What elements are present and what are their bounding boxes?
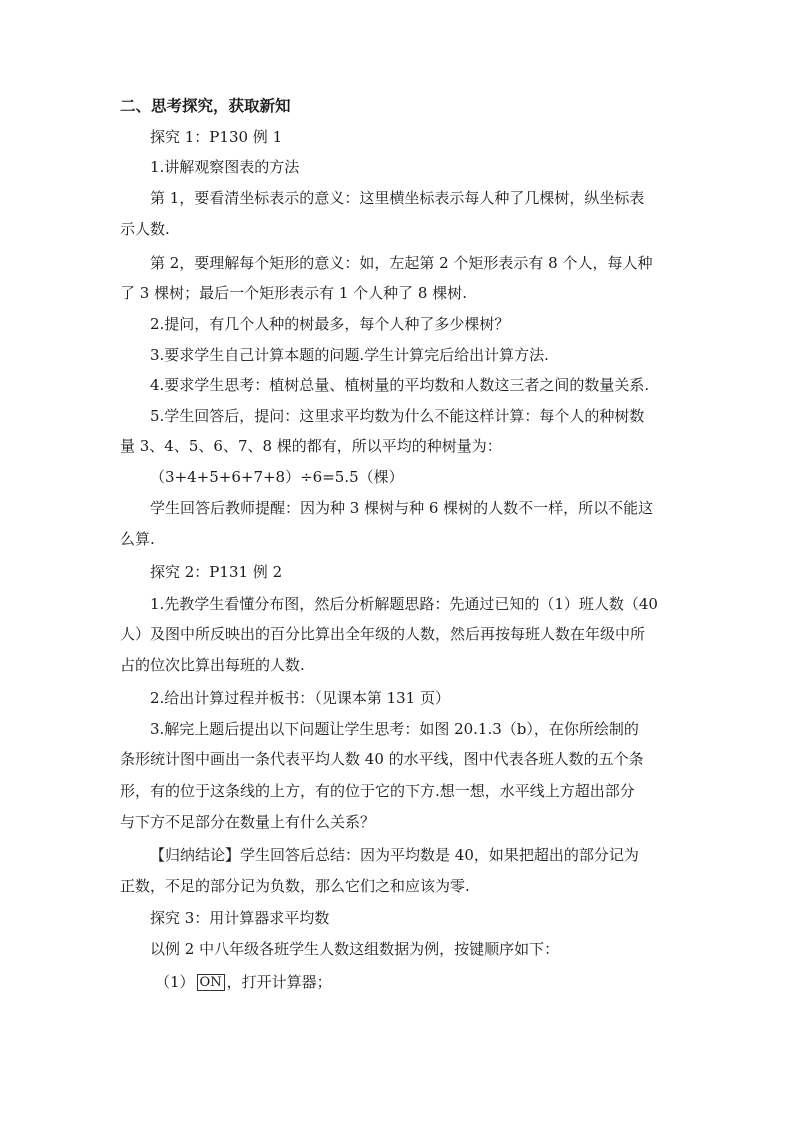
paragraph-line: 正数，不足的部分记为负数，那么它们之和应该为零. bbox=[120, 877, 470, 895]
formula-line: （3+4+5+6+7+8）÷6=5.5（棵） bbox=[150, 468, 404, 486]
paragraph-line: 示人数. bbox=[120, 220, 170, 238]
paragraph-line: 以例 2 中八年级各班学生人数这组数据为例，按键顺序如下： bbox=[150, 940, 560, 958]
paragraph-line: 2.提问，有几个人种的树最多，每个人种了多少棵树？ bbox=[150, 315, 510, 333]
paragraph-line: 3.解完上题后提出以下问题让学生思考：如图 20.1.3（b），在你所绘制的 bbox=[150, 720, 639, 738]
paragraph-line: 4.要求学生思考：植树总量、植树量的平均数和人数这三者之间的数量关系. bbox=[150, 376, 650, 394]
paragraph-line: 1.讲解观察图表的方法 bbox=[150, 158, 300, 176]
section-heading: 二、思考探究，获取新知 bbox=[120, 96, 291, 115]
paragraph-line: 人）及图中所反映出的百分比算出全年级的人数，然后再按每班人数在年级中所 bbox=[120, 625, 646, 643]
paragraph-line: 了 3 棵树；最后一个矩形表示有 1 个人种了 8 棵树. bbox=[120, 284, 468, 302]
paragraph-line: 第 2，要理解每个矩形的意义：如，左起第 2 个矩形表示有 8 个人，每人种 bbox=[150, 254, 653, 272]
on-key-icon: ON bbox=[197, 974, 225, 991]
calculator-step-line bbox=[155, 972, 332, 992]
paragraph-line: 形，有的位于这条线的上方，有的位于它的下方.想一想，水平线上方超出部分 bbox=[120, 782, 635, 800]
paragraph-line: 2.给出计算过程并板书：（见课本第 131 页） bbox=[150, 689, 450, 707]
paragraph-line: 量 3、4、5、6、7、8 棵的都有，所以平均的种树量为： bbox=[120, 437, 502, 455]
explore-2-title: 探究 2：P131 例 2 bbox=[150, 563, 283, 581]
paragraph-line: 5.学生回答后，提问：这里求平均数为什么不能这样计算：每个人的种树数 bbox=[150, 407, 645, 425]
step-number: （1） bbox=[155, 973, 195, 991]
conclusion-line: 【归纳结论】学生回答后总结：因为平均数是 40，如果把超出的部分记为 bbox=[150, 846, 639, 864]
paragraph-line: 第 1，要看清坐标表示的意义：这里横坐标表示每人种了几棵树，纵坐标表 bbox=[150, 189, 645, 207]
paragraph-line: 占的位次比算出每班的人数. bbox=[120, 656, 305, 674]
paragraph-line: 条形统计图中画出一条代表平均人数 40 的水平线，图中代表各班人数的五个条 bbox=[120, 750, 644, 768]
step-text: ，打开计算器； bbox=[226, 973, 332, 991]
paragraph-line: 1.先教学生看懂分布图，然后分析解题思路：先通过已知的（1）班人数（40 bbox=[150, 595, 658, 613]
explore-1-title: 探究 1：P130 例 1 bbox=[150, 128, 283, 146]
explore-3-title: 探究 3：用计算器求平均数 bbox=[150, 909, 330, 927]
paragraph-line: 么算. bbox=[120, 530, 155, 548]
paragraph-line: 与下方不足部分在数量上有什么关系？ bbox=[120, 813, 376, 831]
paragraph-line: 学生回答后教师提醒：因为种 3 棵树与种 6 棵树的人数不一样，所以不能这 bbox=[150, 499, 654, 517]
paragraph-line: 3.要求学生自己计算本题的问题.学生计算完后给出计算方法. bbox=[150, 346, 549, 364]
